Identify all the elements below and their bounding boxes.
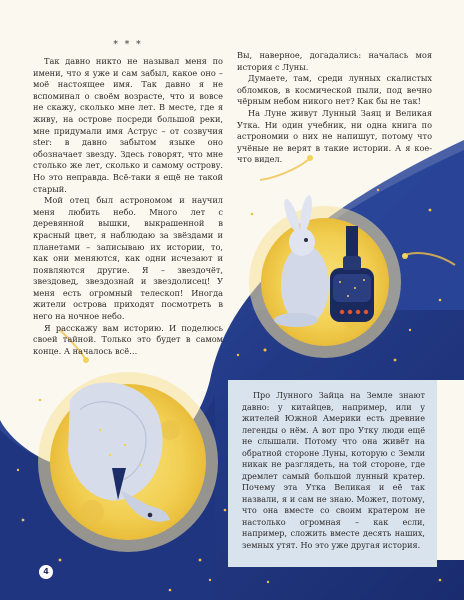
left-paragraph-2: Мой отец был астрономом и научил меня любить небо. Много лет с деревянной вышки, выкрашенной в красный цвет, я наблюдаю за звёздами и планетами – записываю их истории, то, как они меняются, как одни исчезают и появляются другие. Я – звездочёт, звездовед, звездознай и звездолисец! У меня есть огромный телескоп! Иногда жители острова приходят посмотреть в него на ночное небо. (33, 195, 223, 322)
page-number-badge: 4 (39, 565, 53, 579)
note-paragraph: Про Лунного Зайца на Земле знают давно: у китайцев, например, или у жителей Южной Америки есть древние легенды о нём. А вот про Утку люди ещё не слышали. Потому что она живёт на обратной стороне Луны, которую с Земли никак не разглядеть, на той стороне, где дремлет самый большой лунный кратер. Почему эта Утка Великая и её так назвали, я и сам не знаю. Может, потому, что она вместе со своим кратером не настолько огромная – как если, например, сложить вместе десять наших, земных утят. Но это уже другая история. (242, 390, 425, 550)
section-separator: * * * (113, 40, 143, 50)
moon-legend-note-box (228, 380, 437, 567)
right-paragraph-1: Вы, наверное, догадались: началась моя история с Луны. (237, 50, 432, 72)
right-paragraph-3: На Луне живут Лунный Заяц и Великая Утка. Ни один учебник, ни одна книга по астрономии о них не напишут, потому что учёные не верят в такие истории. А я кое-что видел. (237, 107, 432, 165)
right-text-column (237, 50, 432, 166)
right-paragraph-2: Думаете, там, среди лунных скалистых обломков, в космической пыли, под вечно чёрным небом никого нет? Как бы не так! (237, 73, 432, 107)
moon-duck-illustration (38, 372, 218, 552)
left-paragraph-3: Я расскажу вам историю. И поделюсь своей тайной. Только это будет в самом конце. А началось всё… (33, 322, 223, 356)
left-paragraph-1: Так давно никто не называл меня по имени, что я уже и сам забыл, какое оно – моё настоящее имя. Так давно я не вспоминал о своём возрасте, что и вовсе не скажу, сколько мне лет. В месте, где я живу, на острове посреди большой реки, мне придумали имя Аструс – от созвучия ster: в давно забытом языке оно обозначает звезду. Здесь говорят, что мне столько же лет, сколько и самому острову. Но это неправда. Всё-таки я ещё не такой старый. (33, 56, 223, 194)
left-text-column (33, 56, 223, 357)
